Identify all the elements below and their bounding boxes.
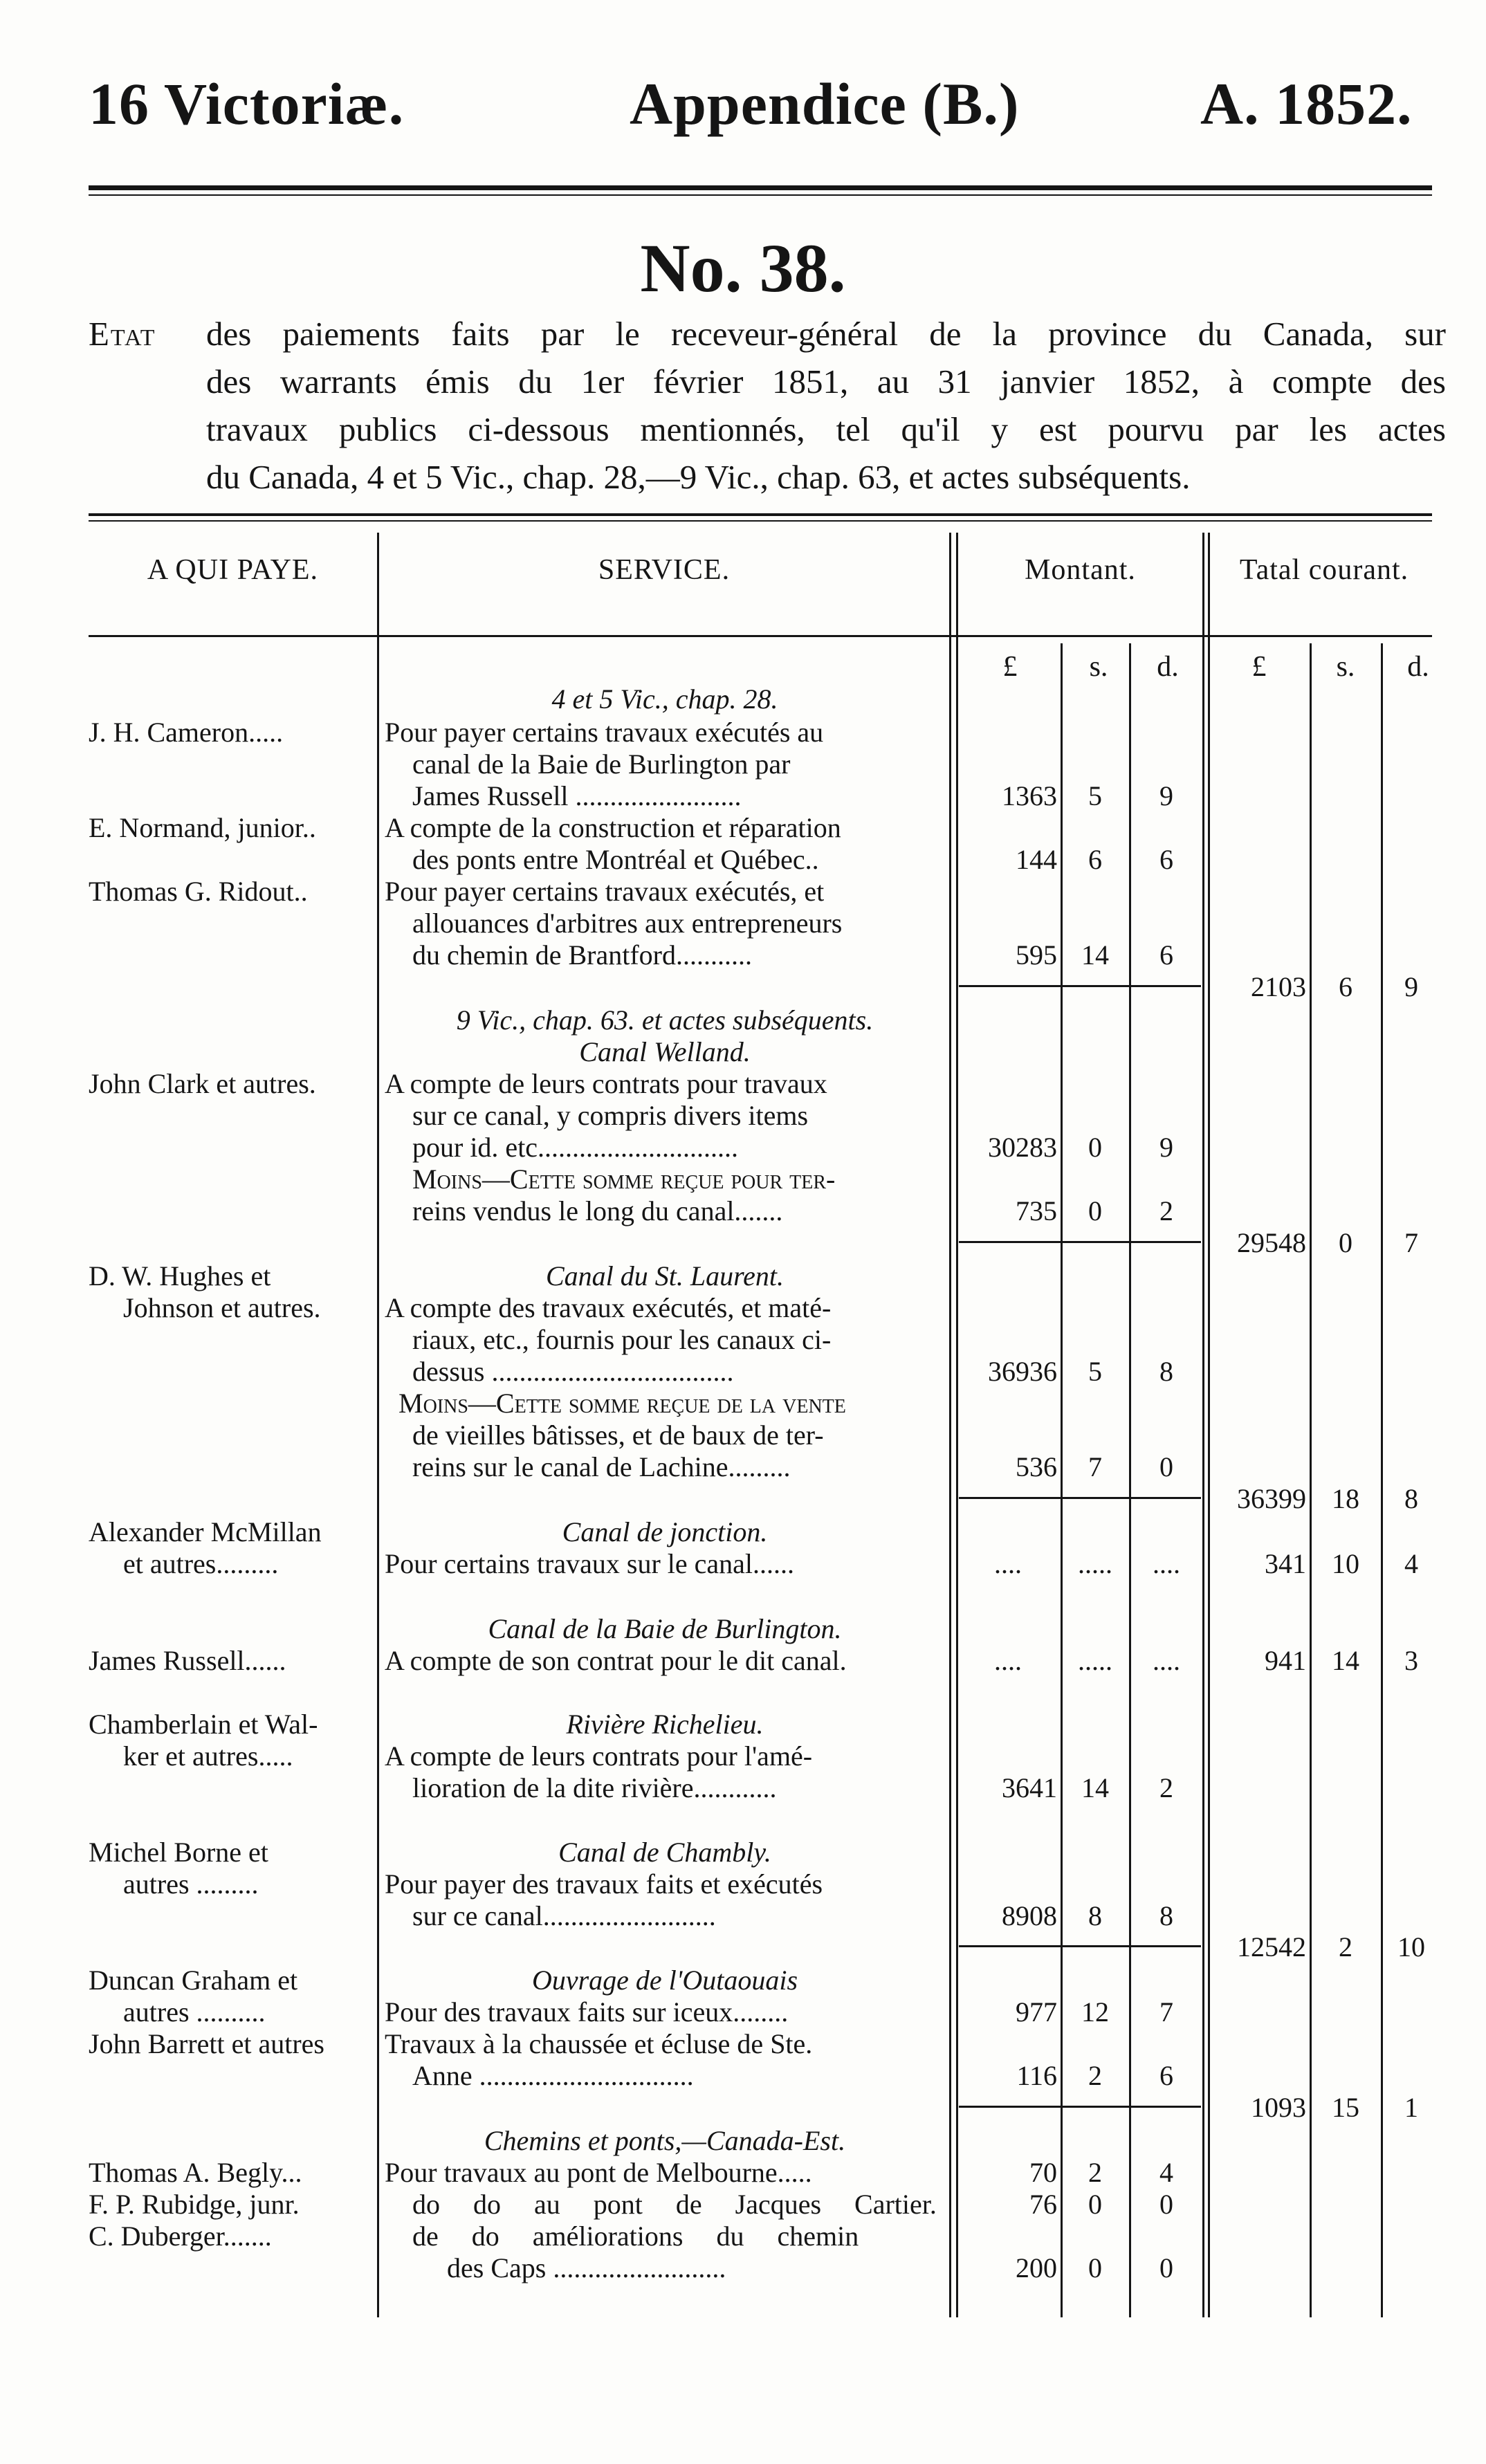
- montant-pence: 6: [1159, 2060, 1173, 2091]
- service-line: de vieilles bâtisses, et de baux de ter-: [412, 1419, 824, 1451]
- subtotal-rule: [959, 1497, 1201, 1499]
- payee-label: J. H. Cameron.....: [89, 717, 284, 748]
- total-shillings: 14: [1332, 1645, 1359, 1676]
- payee-label: Johnson et autres.: [123, 1292, 321, 1323]
- montant-shillings: 12: [1081, 1996, 1109, 2028]
- payee-label: Thomas G. Ridout..: [89, 876, 308, 907]
- montant-shillings: 0: [1088, 2189, 1102, 2220]
- montant-pence: 8: [1159, 1356, 1173, 1387]
- service-line: sur ce canal.........................: [412, 1900, 716, 1931]
- montant-pounds: 536: [1016, 1451, 1057, 1482]
- subtotal-rule: [959, 2106, 1201, 2108]
- montant-shillings: 2: [1088, 2060, 1102, 2091]
- payee-label: Michel Borne et: [89, 1837, 268, 1868]
- table-top-rule-2: [89, 520, 1432, 522]
- montant-pounds: 30283: [988, 1132, 1057, 1163]
- total-shillings: 2: [1339, 1931, 1352, 1962]
- montant-pounds: 116: [1016, 2060, 1057, 2091]
- unit-montant-pound: £: [1002, 651, 1018, 683]
- subtotal-rule: [959, 985, 1201, 987]
- montant-dots: .....: [1078, 1645, 1112, 1676]
- total-shillings: 0: [1339, 1227, 1352, 1258]
- vline-total-s: [1381, 643, 1383, 2317]
- payee-label: John Barrett et autres: [89, 2028, 324, 2059]
- total-pence: 1: [1404, 2092, 1418, 2123]
- total-pence: 7: [1404, 1227, 1418, 1258]
- payee-label: Thomas A. Begly...: [89, 2157, 302, 2188]
- header-rule-thick: [89, 185, 1432, 190]
- col-head-service: SERVICE.: [598, 554, 731, 586]
- total-pounds: 36399: [1237, 1483, 1306, 1514]
- service-line: allouances d'arbitres aux entrepreneurs: [412, 908, 843, 939]
- montant-pence: 9: [1159, 780, 1173, 811]
- total-pounds: 12542: [1237, 1931, 1306, 1962]
- col-head-total: Tatal courant.: [1239, 554, 1409, 586]
- document-title: No. 38.: [640, 230, 846, 306]
- unit-total-pound: £: [1251, 651, 1267, 683]
- montant-pounds: 144: [1016, 844, 1057, 875]
- service-line: lioration de la dite rivière............: [412, 1772, 777, 1803]
- montant-pence: 6: [1159, 844, 1173, 875]
- total-pence: 9: [1404, 971, 1418, 1002]
- unit-montant-pence: d.: [1157, 651, 1179, 683]
- montant-shillings: 14: [1081, 939, 1109, 971]
- montant-pence: 0: [1159, 2252, 1173, 2283]
- montant-pence: 4: [1159, 2157, 1173, 2188]
- payee-label: et autres.........: [123, 1548, 279, 1579]
- header-center: Appendice (B.): [630, 71, 1020, 137]
- service-line: dessus ...................................: [412, 1356, 734, 1387]
- montant-pounds: 76: [1029, 2189, 1057, 2220]
- montant-shillings: 0: [1088, 1132, 1102, 1163]
- service-line: A compte de leurs contrats pour travaux: [385, 1068, 827, 1099]
- service-line: du chemin de Brantford...........: [412, 939, 752, 971]
- payee-label: D. W. Hughes et: [89, 1260, 271, 1291]
- total-pence: 4: [1404, 1548, 1418, 1579]
- montant-dots: ....: [1153, 1645, 1180, 1676]
- montant-shillings: 5: [1088, 1356, 1102, 1387]
- intro-line-3: travaux publics ci-dessous mentionnés, tel qu'il y est pourvu par les actes: [206, 410, 1446, 448]
- total-shillings: 10: [1332, 1548, 1359, 1579]
- service-line: des Caps .........................: [447, 2252, 726, 2283]
- header-right: A. 1852.: [1200, 71, 1413, 137]
- total-shillings: 18: [1332, 1483, 1359, 1514]
- section-heading: Rivière Richelieu.: [566, 1709, 764, 1740]
- service-line: Pour payer des travaux faits et exécutés: [385, 1868, 823, 1900]
- service-line: Moins—Cette somme reçue de la vente: [398, 1388, 846, 1419]
- service-line: Pour payer certains travaux exécutés au: [385, 717, 824, 748]
- header-left: 16 Victoriæ.: [89, 71, 405, 137]
- montant-pounds: 977: [1016, 1996, 1057, 2028]
- service-line: Anne ...............................: [412, 2060, 694, 2091]
- total-pence: 8: [1404, 1483, 1418, 1514]
- montant-dots: ....: [1153, 1548, 1180, 1579]
- payee-label: ker et autres.....: [123, 1740, 293, 1772]
- total-pence: 10: [1397, 1931, 1425, 1962]
- intro-line-1: Etat des paiements faits par le receveur-général de la province du Canada, sur: [89, 310, 1446, 358]
- montant-pounds: 3641: [1002, 1772, 1057, 1803]
- montant-pence: 6: [1159, 939, 1173, 971]
- table-head-rule: [89, 635, 1432, 637]
- total-pence: 3: [1404, 1645, 1418, 1676]
- section-heading: Ouvrage de l'Outaouais: [531, 1965, 798, 1996]
- section-heading: Chemins et ponts,—Canada-Est.: [484, 2125, 846, 2156]
- vline-payee: [377, 533, 379, 2317]
- service-line: Pour payer certains travaux exécutés, et: [385, 876, 825, 907]
- intro-line-4: du Canada, 4 et 5 Vic., chap. 28,—9 Vic., chap. 63, et actes subséquents.: [206, 458, 1191, 496]
- subtotal-rule: [959, 1945, 1201, 1947]
- payee-label: autres ..........: [123, 1996, 266, 2028]
- montant-dots: ....: [994, 1548, 1022, 1579]
- section-heading: 4 et 5 Vic., chap. 28.: [551, 683, 778, 715]
- montant-pence: 9: [1159, 1132, 1173, 1163]
- vline-montant-1: [1202, 533, 1204, 2317]
- service-line: A compte des travaux exécutés, et maté-: [385, 1292, 832, 1323]
- col-head-montant: Montant.: [1025, 554, 1136, 586]
- section-heading: Canal du St. Laurent.: [545, 1260, 785, 1291]
- montant-pounds: 1363: [1002, 780, 1057, 811]
- montant-pence: 2: [1159, 1195, 1173, 1226]
- intro-lead: Etat: [89, 315, 156, 353]
- section-heading: Canal Welland.: [579, 1036, 751, 1067]
- montant-shillings: 0: [1088, 1195, 1102, 1226]
- service-line: de do améliorations du chemin: [412, 2221, 859, 2252]
- subtotal-rule: [959, 1241, 1201, 1243]
- table-top-rule-1: [89, 513, 1432, 516]
- service-line: riaux, etc., fournis pour les canaux ci-: [412, 1324, 832, 1355]
- service-line: Travaux à la chaussée et écluse de Ste.: [385, 2028, 813, 2059]
- montant-pounds: 735: [1016, 1195, 1057, 1226]
- service-line: James Russell ........................: [412, 780, 742, 811]
- montant-pence: 8: [1159, 1900, 1173, 1931]
- service-line: A compte de son contrat pour le dit canal.: [385, 1645, 847, 1676]
- payee-label: James Russell......: [89, 1645, 286, 1676]
- montant-shillings: 8: [1088, 1900, 1102, 1931]
- col-head-payee: A QUI PAYE.: [147, 554, 319, 586]
- service-line: Pour travaux au pont de Melbourne.....: [385, 2157, 812, 2188]
- intro-line-2: des warrants émis du 1er février 1851, au 31 janvier 1852, à compte des: [206, 362, 1446, 401]
- service-line: Moins—Cette somme reçue pour ter-: [412, 1164, 836, 1195]
- montant-shillings: 6: [1088, 844, 1102, 875]
- payee-label: C. Duberger.......: [89, 2221, 272, 2252]
- payee-label: Alexander McMillan: [89, 1516, 322, 1547]
- vline-montant-pound: [1061, 643, 1063, 2317]
- vline-montant-2: [1208, 533, 1210, 2317]
- vline-total-pound: [1310, 643, 1312, 2317]
- unit-montant-shilling: s.: [1089, 651, 1108, 683]
- payee-label: E. Normand, junior..: [89, 812, 316, 843]
- montant-pence: 2: [1159, 1772, 1173, 1803]
- section-heading: Canal de jonction.: [562, 1516, 768, 1547]
- vline-montant-s: [1129, 643, 1131, 2317]
- montant-dots: ....: [994, 1645, 1022, 1676]
- montant-shillings: 14: [1081, 1772, 1109, 1803]
- payee-label: autres .........: [123, 1868, 259, 1900]
- montant-pence: 0: [1159, 1451, 1173, 1482]
- section-heading: Canal de la Baie de Burlington.: [488, 1613, 842, 1644]
- unit-total-shilling: s.: [1336, 651, 1355, 683]
- montant-shillings: 0: [1088, 2252, 1102, 2283]
- montant-shillings: 7: [1088, 1451, 1102, 1482]
- total-pounds: 29548: [1237, 1227, 1306, 1258]
- service-line: do do au pont de Jacques Cartier.: [412, 2189, 937, 2220]
- montant-pence: 7: [1159, 1996, 1173, 2028]
- montant-shillings: 2: [1088, 2157, 1102, 2188]
- montant-dots: .....: [1078, 1548, 1112, 1579]
- payee-label: Chamberlain et Wal-: [89, 1709, 318, 1740]
- montant-pounds: 200: [1016, 2252, 1057, 2283]
- service-line: pour id. etc.............................: [412, 1132, 739, 1163]
- montant-pounds: 595: [1016, 939, 1057, 971]
- section-heading: 9 Vic., chap. 63. et actes subséquents.: [456, 1004, 874, 1036]
- montant-pounds: 36936: [988, 1356, 1057, 1387]
- total-pounds: 1093: [1251, 2092, 1306, 2123]
- payee-label: John Clark et autres.: [89, 1068, 316, 1099]
- service-line: A compte de leurs contrats pour l'amé-: [385, 1740, 813, 1772]
- service-line: canal de la Baie de Burlington par: [412, 748, 791, 780]
- montant-pounds: 8908: [1002, 1900, 1057, 1931]
- payee-label: F. P. Rubidge, junr.: [89, 2189, 300, 2220]
- total-pounds: 341: [1265, 1548, 1306, 1579]
- service-line: Pour des travaux faits sur iceux........: [385, 1996, 789, 2028]
- montant-shillings: 5: [1088, 780, 1102, 811]
- service-line: Pour certains travaux sur le canal......: [385, 1548, 795, 1579]
- service-line: reins sur le canal de Lachine.........: [412, 1451, 791, 1482]
- total-shillings: 6: [1339, 971, 1352, 1002]
- intro-paragraph: [89, 310, 1446, 501]
- total-pounds: 2103: [1251, 971, 1306, 1002]
- service-line: des ponts entre Montréal et Québec..: [412, 844, 819, 875]
- montant-pence: 0: [1159, 2189, 1173, 2220]
- montant-pounds: 70: [1029, 2157, 1057, 2188]
- service-line: sur ce canal, y compris divers items: [412, 1100, 809, 1131]
- unit-total-pence: d.: [1407, 651, 1429, 683]
- service-line: A compte de la construction et réparation: [385, 812, 841, 843]
- total-pounds: 941: [1265, 1645, 1306, 1676]
- service-line: reins vendus le long du canal.......: [412, 1195, 783, 1226]
- header-rule-thin: [89, 194, 1432, 196]
- total-shillings: 15: [1332, 2092, 1359, 2123]
- payee-label: Duncan Graham et: [89, 1965, 298, 1996]
- section-heading: Canal de Chambly.: [558, 1837, 771, 1868]
